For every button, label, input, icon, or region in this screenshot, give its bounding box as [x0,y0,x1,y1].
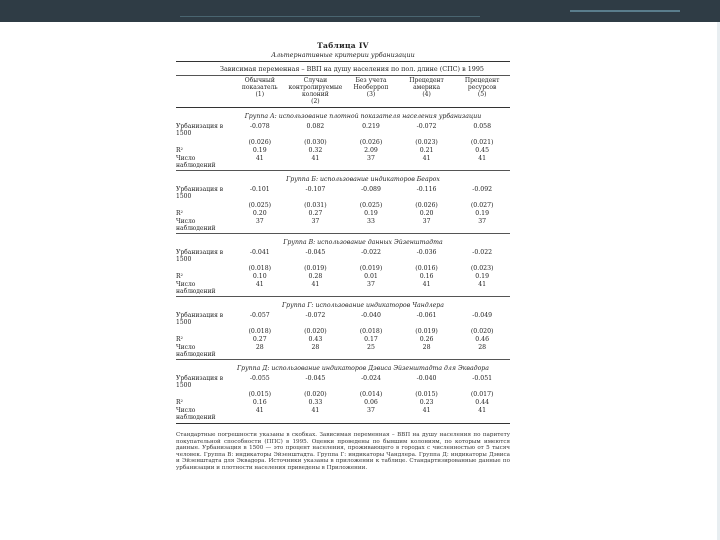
table-cell: (0.018) [248,265,272,272]
table-cell: -0.045 [305,249,326,256]
group-title: Группа Д: использование индикаторов Дэвиса Эйзенштадта для Эквадора [237,365,489,372]
table-cell: -0.049 [472,312,493,319]
rule-under-headers [176,107,510,108]
table-cell: (0.016) [415,265,438,272]
table-cell: 0.19 [475,273,490,280]
table-cell: 0.219 [362,123,380,130]
table-cell: -0.022 [361,249,381,256]
column-header-line: Необерроп [353,84,389,91]
group-separator [176,233,510,234]
table-cell: 41 [311,281,320,288]
rule-top [176,61,510,62]
table-cell: 0.19 [252,147,267,154]
table-cell: 0.16 [419,273,434,280]
table-cell: 41 [478,407,487,414]
table-cell: 0.43 [308,336,323,343]
table-cell: 37 [367,407,375,414]
table-cell: -0.041 [249,249,270,256]
table-cell: (0.026) [359,139,383,146]
row-label: R² [176,210,183,217]
table-cell: 0.32 [308,147,323,154]
table-group [176,113,510,171]
group-separator [176,296,510,297]
column-header-line: контролируемые [288,84,343,91]
table-cell: -0.024 [361,375,381,382]
table-cell: 41 [422,407,431,414]
table-cell: -0.107 [305,186,326,193]
table-cell: -0.092 [472,186,493,193]
std-error-row [176,328,510,336]
table-cell: 0.10 [252,273,267,280]
table-number: Таблица IV [317,41,369,50]
table-cell: (0.031) [304,202,327,209]
row-label: Урбанизация в 1500 [176,375,224,389]
column-header-line: колоний [301,91,329,98]
table-cell: 0.16 [252,399,267,406]
column-header-line: Без учета [355,77,387,84]
table-cell: 0.19 [364,210,378,217]
table-cell: (0.018) [248,328,272,335]
table-cell: -0.072 [305,312,326,319]
table-cell: (0.023) [470,265,494,272]
column-header [343,77,399,105]
group-separator [176,359,510,360]
table-cell: 0.27 [308,210,323,217]
column-header [288,77,344,105]
table-cell: 37 [255,218,264,225]
table-cell: 0.06 [364,399,378,406]
table-cell: 0.082 [306,123,325,130]
column-header-line: Прецедент [409,77,444,84]
row-label: Урбанизация в 1500 [176,123,224,137]
table-cell: 37 [367,155,375,162]
table-cell: 25 [367,344,375,351]
table-cell: 41 [422,281,431,288]
slide-header-bar [0,0,720,22]
column-header-line: (3) [366,91,376,98]
table-cell: 41 [255,281,264,288]
table-cell: 28 [478,344,487,351]
column-header [399,77,455,105]
table-cell: -0.057 [249,312,270,319]
column-header-line: (4) [422,91,431,98]
table-cell: (0.018) [359,328,383,335]
row-label: Число наблюдений [176,281,216,295]
table-cell: 41 [478,281,487,288]
table-cell: 41 [422,155,431,162]
group-title: Группа А: использование плотной показателя населения урбанизации [244,113,482,120]
column-header-line: (2) [311,98,320,105]
std-error-row [176,139,510,147]
observations-row [176,344,510,358]
table-cell: -0.040 [416,375,437,382]
table-cell: 41 [255,155,264,162]
table-cell: (0.020) [304,391,327,398]
column-header-line: ресурсов [467,84,497,91]
row-label: Число наблюдений [176,218,216,232]
column-header-line: (5) [477,91,487,98]
row-label: R² [176,147,183,154]
row-label: Число наблюдений [176,155,216,169]
table-cell: (0.015) [248,391,272,398]
r-squared-row [176,147,510,155]
table-cell: -0.078 [249,123,270,130]
table-cell: -0.061 [416,312,437,319]
table-cell: (0.015) [415,391,438,398]
table-cell: (0.020) [470,328,494,335]
dependent-variable-caption: Зависимая переменная – ВВП на душу населения по пол. длине (СПС) в 1995 [220,65,484,73]
table-cell: (0.025) [248,202,272,209]
coefficient-row [176,312,510,326]
table-cell: (0.025) [359,202,383,209]
table-cell: (0.026) [248,139,272,146]
table-cell: (0.019) [359,265,383,272]
row-label: Урбанизация в 1500 [176,186,224,200]
group-title: Группа В: использование данных Эйзенштадта [283,239,443,246]
table-cell: 37 [311,218,320,225]
row-label: R² [176,399,183,406]
observations-row [176,281,510,295]
group-title: Группа Б: использование индикаторов Беарох [286,176,440,183]
table-group [176,239,510,297]
column-header [454,77,510,105]
header-accent-line-thin [180,16,480,17]
table-cell: 0.26 [419,336,434,343]
header-accent-line [570,10,680,12]
row-label: R² [176,273,183,280]
table-cell: -0.055 [249,375,270,382]
row-label: Урбанизация в 1500 [176,249,224,263]
table-group [176,302,510,360]
table-cell: 37 [422,218,431,225]
table-group [176,176,510,234]
column-header-line: Прецедент [464,77,500,84]
rule-under-caption [176,75,510,76]
group-title: Группа Г: использование индикаторов Чандлера [282,302,444,309]
std-error-row [176,202,510,210]
observations-row [176,218,510,232]
table-cell: -0.089 [361,186,381,193]
column-header-line: Обычный [244,77,275,84]
table-cell: 0.20 [252,210,267,217]
table-cell: (0.027) [470,202,494,209]
table-cell: 37 [367,281,375,288]
table-cell: 0.21 [419,147,434,154]
r-squared-row [176,273,510,281]
table-cell: (0.021) [470,139,494,146]
std-error-row [176,391,510,399]
column-header-line: Случаи [303,77,328,84]
table-title: Альтернативные критерии урбанизации [271,51,415,59]
table-cell: 0.33 [308,399,323,406]
column-header-line: америка [413,84,441,91]
observations-row [176,155,510,169]
table-cell: 37 [478,218,487,225]
table-cell: (0.030) [304,139,327,146]
table-group [176,365,510,421]
table-cell: 41 [255,407,264,414]
column-headers [232,77,510,105]
table-cell: 28 [255,344,264,351]
table-cell: (0.014) [359,391,383,398]
table-cell: 41 [311,155,320,162]
observations-row [176,407,510,421]
r-squared-row [176,210,510,218]
table-cell: -0.051 [472,375,493,382]
table-cell: 0.46 [475,336,490,343]
column-header-line: (1) [255,91,265,98]
table-cell: 0.01 [364,273,378,280]
table-cell: (0.019) [415,328,438,335]
coefficient-row [176,375,510,389]
table-cell: 0.28 [308,273,323,280]
scanned-table-page [176,42,510,522]
table-cell: -0.022 [472,249,493,256]
table-cell: 41 [478,155,487,162]
table-cell: (0.026) [415,202,438,209]
table-cell: 0.45 [475,147,490,154]
row-label: R² [176,336,183,343]
table-cell: 0.19 [475,210,490,217]
table-cell: (0.017) [470,391,494,398]
table-body [176,113,510,421]
r-squared-row [176,399,510,407]
table-cell: 0.058 [473,123,492,130]
table-cell: 0.20 [419,210,434,217]
table-cell: 33 [367,218,375,225]
table-cell: -0.040 [361,312,381,319]
table-cell: (0.020) [304,328,327,335]
table-cell: 41 [311,407,320,414]
table-cell: -0.045 [305,375,326,382]
table-cell: (0.019) [304,265,327,272]
std-error-row [176,265,510,273]
table-cell: 28 [422,344,431,351]
row-label: Число наблюдений [176,407,216,421]
column-header-line: показатель [241,84,278,91]
coefficient-row [176,123,510,137]
rule-bottom [176,423,510,424]
table-cell: 0.17 [364,336,378,343]
table-cell: -0.116 [416,186,437,193]
table-cell: -0.036 [416,249,437,256]
coefficient-row [176,249,510,263]
table-cell: (0.023) [415,139,438,146]
table-cell: 0.27 [252,336,267,343]
table-cell: 0.23 [419,399,434,406]
table-cell: 28 [311,344,320,351]
coefficient-row [176,186,510,200]
row-label: Урбанизация в 1500 [176,312,224,326]
column-header [232,77,288,105]
row-label: Число наблюдений [176,344,216,358]
r-squared-row [176,336,510,344]
table-cell: 0.44 [475,399,490,406]
table-cell: 2.09 [364,147,378,154]
table-cell: -0.072 [416,123,437,130]
table-cell: -0.101 [249,186,270,193]
table-notes: Стандартные погрешности указаны в скобках. Зависимая переменная – ВВП на душу населения по паритету покупательной способности (ППС) в 1995. Оценки проведены по бывшим колониям, по которым имеются данные. Урбанизация в 1500 — это процент населения, проживающего в городах с численностью от 5 тысяч человек. Группа В: индикаторы Эйзенштадта. Группа Г: индикаторы Чандлера. Группа Д: индикаторы Дэвиса и Эйзенштадта для Эквадора. Источники указаны в приложении к таблице. Стандартизированные данные по урбанизации и плотности населения приведены в Приложении. [176,432,510,471]
group-separator [176,170,510,171]
